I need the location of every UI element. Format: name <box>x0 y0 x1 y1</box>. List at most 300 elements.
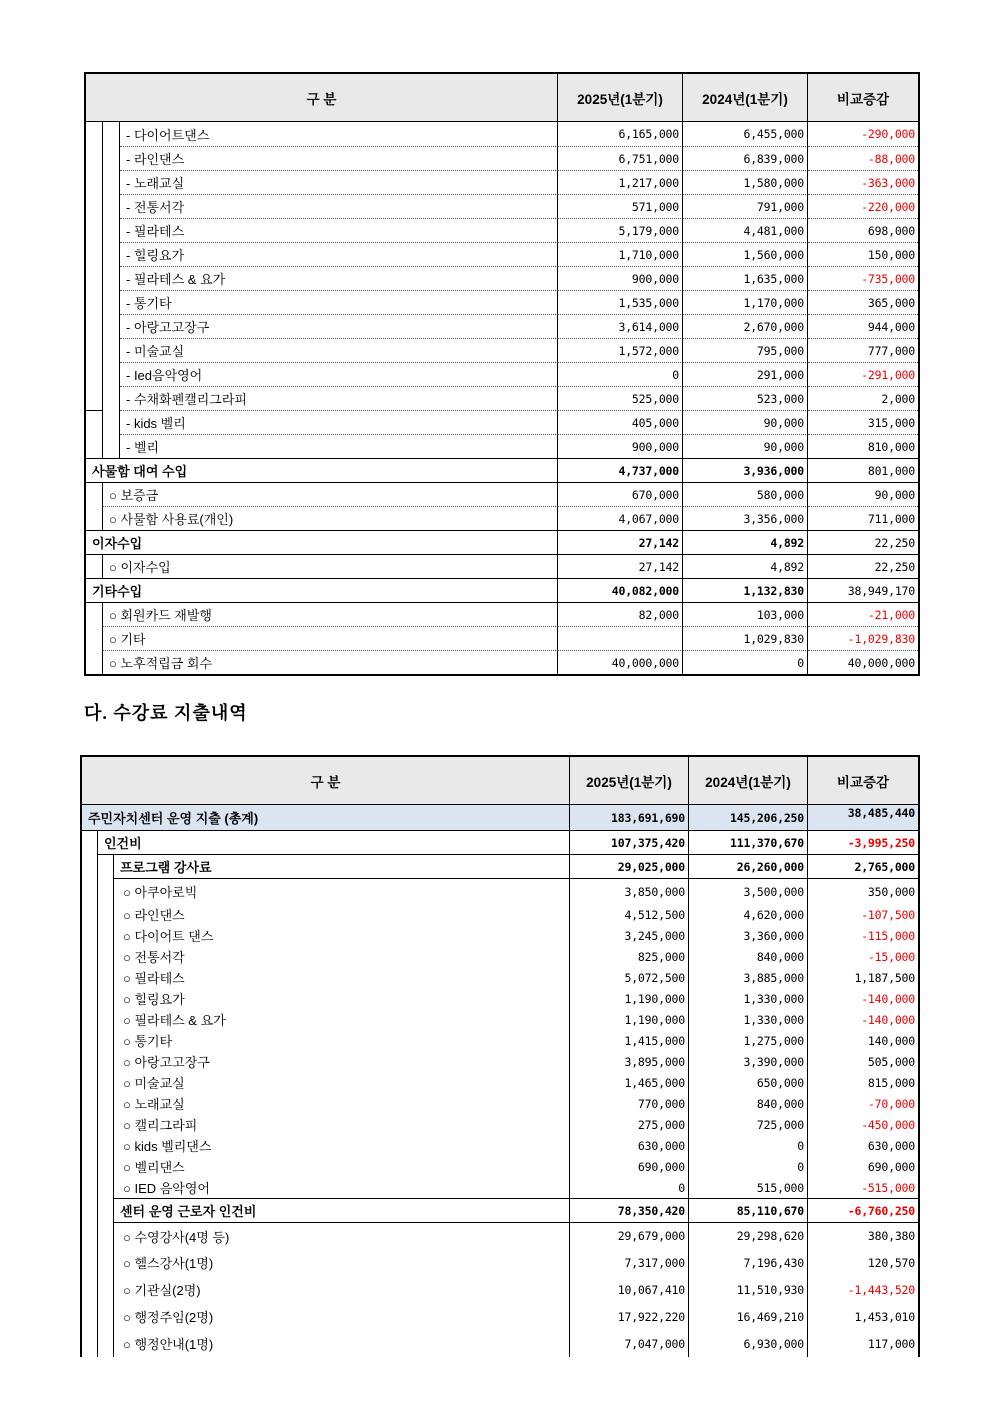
value-diff: -140,000 <box>861 1012 915 1027</box>
value-2024-q1: 6,455,000 <box>683 122 808 146</box>
value-diff: -21,000 <box>808 602 918 626</box>
value-diff: 777,000 <box>808 338 918 362</box>
value-diff: 40,000,000 <box>808 650 918 674</box>
value-2024-q1: 795,000 <box>683 338 808 362</box>
indent-gutter <box>86 242 103 266</box>
indent-gutter <box>82 1249 98 1276</box>
value-2024-q1: 103,000 <box>683 602 808 626</box>
indent-gutter <box>103 362 120 386</box>
table-row <box>86 218 918 242</box>
indent-gutter <box>86 194 103 218</box>
row-label: ○ 이자수입 <box>103 554 558 578</box>
value-diff: -107,500 <box>861 907 915 922</box>
value-diff: 38,485,440 <box>808 805 918 830</box>
indent-gutter <box>86 626 103 650</box>
value-diff: 815,000 <box>867 1075 915 1090</box>
value-2024-q1: 4,892 <box>683 554 808 578</box>
value-2024-q1: 26,260,000 <box>689 854 808 878</box>
row-label: ○ 전통서각 <box>114 946 570 967</box>
row-label: - kids 벨리 <box>120 410 558 434</box>
indent-gutter <box>82 1330 98 1357</box>
value-2024-q1: 7,196,430 <box>689 1249 808 1276</box>
value-diff: 150,000 <box>808 242 918 266</box>
value-2025-q1: 3,850,000 <box>570 878 689 904</box>
value-2025-q1 <box>558 626 683 650</box>
indent-gutter <box>82 946 98 967</box>
column-header-diff: 비교증감 <box>808 757 918 805</box>
indent-gutter <box>98 1072 114 1093</box>
value-diff: 698,000 <box>808 218 918 242</box>
indent-gutter <box>103 434 120 458</box>
value-2024-q1: 111,370,670 <box>689 830 808 854</box>
value-2024-q1: 4,620,000 <box>689 904 808 925</box>
value-2024-q1: 791,000 <box>683 194 808 218</box>
indent-gutter <box>82 878 98 904</box>
indent-gutter <box>86 146 103 170</box>
row-label: ○ 회원카드 재발행 <box>103 602 558 626</box>
indent-gutter <box>86 410 103 434</box>
value-diff: -220,000 <box>808 194 918 218</box>
expenditure-table <box>80 755 920 1357</box>
column-header-2024-q1: 2024년(1분기) <box>689 757 808 805</box>
value-2025-q1: 6,751,000 <box>558 146 683 170</box>
row-label: ○ 기관실(2명) <box>114 1276 570 1303</box>
value-2025-q1: 29,025,000 <box>570 854 689 878</box>
table-row <box>86 410 918 434</box>
indent-gutter <box>82 1177 98 1198</box>
value-diff: 120,570 <box>867 1255 915 1270</box>
value-2025-q1: 4,737,000 <box>558 458 683 482</box>
value-diff: 630,000 <box>867 1138 915 1153</box>
value-2024-q1: 1,029,830 <box>683 626 808 650</box>
value-diff: -290,000 <box>861 127 915 141</box>
row-label: ○ 보증금 <box>103 482 558 506</box>
indent-gutter <box>103 218 120 242</box>
value-2024-q1: 6,930,000 <box>689 1330 808 1357</box>
value-2025-q1: 4,512,500 <box>570 904 689 925</box>
row-label: - 수채화펜캘리그라피 <box>120 386 558 410</box>
row-label: ○ 미술교실 <box>114 1072 570 1093</box>
indent-gutter <box>98 1276 114 1303</box>
row-label: ○ 통기타 <box>114 1030 570 1051</box>
indent-gutter <box>98 904 114 925</box>
table-row <box>82 1030 918 1051</box>
table-row <box>82 1303 918 1330</box>
indent-gutter <box>98 1114 114 1135</box>
value-2024-q1: 3,885,000 <box>689 967 808 988</box>
row-label: ○ 다이어트 댄스 <box>114 925 570 946</box>
table-row <box>86 338 918 362</box>
table-row <box>82 1249 918 1276</box>
value-2024-q1: 29,298,620 <box>689 1222 808 1249</box>
value-2025-q1: 525,000 <box>558 386 683 410</box>
value-diff: 365,000 <box>808 290 918 314</box>
column-header-2025-q1: 2025년(1분기) <box>558 74 683 122</box>
row-label: 프로그램 강사료 <box>114 854 570 878</box>
value-2024-q1: 3,500,000 <box>689 878 808 904</box>
indent-gutter <box>103 242 120 266</box>
table-row <box>86 266 918 290</box>
value-2025-q1: 1,710,000 <box>558 242 683 266</box>
indent-gutter <box>82 1114 98 1135</box>
value-diff: 350,000 <box>808 878 918 904</box>
indent-gutter <box>86 266 103 290</box>
indent-gutter <box>82 1135 98 1156</box>
value-2024-q1: 1,132,830 <box>683 578 808 602</box>
table-row <box>82 1009 918 1030</box>
row-label: - 아랑고고장구 <box>120 314 558 338</box>
indent-gutter <box>82 1156 98 1177</box>
value-diff: 117,000 <box>867 1336 915 1351</box>
value-2025-q1: 0 <box>570 1177 689 1198</box>
table-row <box>86 650 918 674</box>
table-row <box>86 434 918 458</box>
value-2025-q1: 0 <box>558 362 683 386</box>
row-label: ○ 힐링요가 <box>114 988 570 1009</box>
row-label: ○ 필라테스 <box>114 967 570 988</box>
indent-gutter <box>82 1072 98 1093</box>
indent-gutter <box>103 290 120 314</box>
value-2024-q1: 0 <box>689 1135 808 1156</box>
value-2025-q1: 4,067,000 <box>558 506 683 530</box>
value-2024-q1: 3,390,000 <box>689 1051 808 1072</box>
value-diff: -70,000 <box>867 1096 915 1111</box>
row-label: ○ 행정안내(1명) <box>114 1330 570 1357</box>
indent-gutter <box>98 967 114 988</box>
value-diff: 505,000 <box>867 1054 915 1069</box>
indent-gutter <box>82 967 98 988</box>
value-2025-q1: 82,000 <box>558 602 683 626</box>
value-2025-q1: 630,000 <box>570 1135 689 1156</box>
row-label: ○ 기타 <box>103 626 558 650</box>
indent-gutter <box>82 904 98 925</box>
row-label: ○ kids 벨리댄스 <box>114 1135 570 1156</box>
table-row <box>82 967 918 988</box>
value-2024-q1: 1,560,000 <box>683 242 808 266</box>
value-diff: -88,000 <box>808 146 918 170</box>
column-header-2024-q1: 2024년(1분기) <box>683 74 808 122</box>
indent-gutter <box>86 482 103 506</box>
value-diff: -735,000 <box>808 266 918 290</box>
column-header-category: 구 분 <box>86 74 558 122</box>
indent-gutter <box>98 1177 114 1198</box>
indent-gutter <box>82 854 98 878</box>
indent-gutter <box>86 386 103 410</box>
indent-gutter <box>86 170 103 194</box>
value-diff: 810,000 <box>808 434 918 458</box>
value-diff: -6,760,250 <box>808 1198 918 1222</box>
table-row <box>82 946 918 967</box>
row-label: - 벨리 <box>120 434 558 458</box>
indent-gutter <box>103 122 120 146</box>
table-row <box>82 1135 918 1156</box>
indent-gutter <box>98 854 114 878</box>
value-2024-q1: 840,000 <box>689 1093 808 1114</box>
table-row <box>86 386 918 410</box>
value-diff: -291,000 <box>808 362 918 386</box>
indent-gutter <box>103 146 120 170</box>
value-2025-q1: 3,895,000 <box>570 1051 689 1072</box>
value-2024-q1: 0 <box>689 1156 808 1177</box>
indent-gutter <box>98 1249 114 1276</box>
table-row <box>86 530 918 554</box>
table-row <box>86 602 918 626</box>
value-diff: 22,250 <box>808 554 918 578</box>
value-2024-q1: 11,510,930 <box>689 1276 808 1303</box>
indent-gutter <box>103 338 120 362</box>
table-row <box>82 854 918 878</box>
indent-gutter <box>82 988 98 1009</box>
value-diff: -1,443,520 <box>847 1282 915 1297</box>
row-label: - 필라테스 & 요가 <box>120 266 558 290</box>
indent-gutter <box>103 410 120 434</box>
indent-gutter <box>98 988 114 1009</box>
value-2025-q1: 770,000 <box>570 1093 689 1114</box>
table-row <box>86 290 918 314</box>
indent-gutter <box>86 506 103 530</box>
indent-gutter <box>82 1093 98 1114</box>
value-2024-q1: 840,000 <box>689 946 808 967</box>
indent-gutter <box>103 386 120 410</box>
row-label: ○ 헬스강사(1명) <box>114 1249 570 1276</box>
value-2025-q1: 1,535,000 <box>558 290 683 314</box>
value-2025-q1: 40,000,000 <box>558 650 683 674</box>
row-label: - 필라테스 <box>120 218 558 242</box>
indent-gutter <box>98 1135 114 1156</box>
table-row <box>82 1177 918 1198</box>
row-label: ○ 캘리그라피 <box>114 1114 570 1135</box>
indent-gutter <box>86 218 103 242</box>
row-label: ○ 사물함 사용료(개인) <box>103 506 558 530</box>
indent-gutter <box>86 290 103 314</box>
table-row <box>82 1330 918 1357</box>
value-2024-q1: 1,330,000 <box>689 988 808 1009</box>
value-2024-q1: 1,580,000 <box>683 170 808 194</box>
indent-gutter <box>86 122 103 146</box>
value-2025-q1: 900,000 <box>558 266 683 290</box>
value-diff: -15,000 <box>867 949 915 964</box>
row-label: - 미술교실 <box>120 338 558 362</box>
value-diff: -140,000 <box>861 991 915 1006</box>
value-diff: 1,453,010 <box>854 1309 915 1324</box>
table-row <box>82 988 918 1009</box>
value-diff: -450,000 <box>861 1117 915 1132</box>
table-row <box>82 925 918 946</box>
value-2025-q1: 900,000 <box>558 434 683 458</box>
value-diff: 380,380 <box>808 1222 918 1249</box>
row-label: ○ 아쿠아로빅 <box>114 878 570 904</box>
table-row <box>86 554 918 578</box>
row-label: 인건비 <box>98 830 570 854</box>
row-label: 이자수입 <box>86 530 558 554</box>
row-label: 사물함 대여 수입 <box>86 458 558 482</box>
indent-gutter <box>86 554 103 578</box>
table-row <box>82 1051 918 1072</box>
row-label: - 통기타 <box>120 290 558 314</box>
indent-gutter <box>86 650 103 674</box>
indent-gutter <box>98 1330 114 1357</box>
value-2024-q1: 523,000 <box>683 386 808 410</box>
indent-gutter <box>82 830 98 854</box>
table-row <box>86 362 918 386</box>
value-2024-q1: 16,469,210 <box>689 1303 808 1330</box>
value-2025-q1: 1,190,000 <box>570 1009 689 1030</box>
row-label: - 라인댄스 <box>120 146 558 170</box>
indent-gutter <box>86 314 103 338</box>
table-row <box>82 1156 918 1177</box>
row-label: ○ 노후적립금 회수 <box>103 650 558 674</box>
value-2025-q1: 29,679,000 <box>570 1222 689 1249</box>
indent-gutter <box>82 1051 98 1072</box>
row-label: - 전통서각 <box>120 194 558 218</box>
table-row <box>82 1093 918 1114</box>
value-2024-q1: 580,000 <box>683 482 808 506</box>
value-diff: -363,000 <box>808 170 918 194</box>
indent-gutter <box>103 314 120 338</box>
value-2025-q1: 17,922,220 <box>570 1303 689 1330</box>
row-label: ○ 수영강사(4명 등) <box>114 1222 570 1249</box>
value-2025-q1: 670,000 <box>558 482 683 506</box>
table-row <box>82 805 918 830</box>
value-diff: -3,995,250 <box>808 830 918 854</box>
row-label: ○ 필라테스 & 요가 <box>114 1009 570 1030</box>
row-label: ○ 라인댄스 <box>114 904 570 925</box>
value-2024-q1: 3,356,000 <box>683 506 808 530</box>
value-diff: -115,000 <box>861 928 915 943</box>
indent-gutter <box>82 1222 98 1249</box>
value-2024-q1: 291,000 <box>683 362 808 386</box>
indent-gutter <box>103 266 120 290</box>
value-2025-q1: 3,614,000 <box>558 314 683 338</box>
indent-gutter <box>98 1009 114 1030</box>
value-2025-q1: 107,375,420 <box>570 830 689 854</box>
column-header-category: 구 분 <box>82 757 570 805</box>
indent-gutter <box>103 194 120 218</box>
table-row <box>86 314 918 338</box>
value-2024-q1: 6,839,000 <box>683 146 808 170</box>
table-row <box>86 482 918 506</box>
value-2024-q1: 1,275,000 <box>689 1030 808 1051</box>
value-2024-q1: 3,936,000 <box>683 458 808 482</box>
value-diff: 801,000 <box>808 458 918 482</box>
row-label: ○ 행정주임(2명) <box>114 1303 570 1330</box>
value-2025-q1: 571,000 <box>558 194 683 218</box>
value-2024-q1: 90,000 <box>683 410 808 434</box>
indent-gutter <box>103 170 120 194</box>
indent-gutter <box>98 1030 114 1051</box>
indent-gutter <box>82 1009 98 1030</box>
indent-gutter <box>98 1303 114 1330</box>
value-2025-q1: 275,000 <box>570 1114 689 1135</box>
value-2025-q1: 27,142 <box>558 554 683 578</box>
value-2024-q1: 1,330,000 <box>689 1009 808 1030</box>
row-label: - 힐링요가 <box>120 242 558 266</box>
table-row <box>86 506 918 530</box>
value-2024-q1: 2,670,000 <box>683 314 808 338</box>
value-2025-q1: 3,245,000 <box>570 925 689 946</box>
value-2025-q1: 1,465,000 <box>570 1072 689 1093</box>
table-row <box>82 1276 918 1303</box>
indent-gutter <box>82 1303 98 1330</box>
indent-gutter <box>98 878 114 904</box>
table-row <box>82 1222 918 1249</box>
table-header-row <box>86 74 918 122</box>
row-label: ○ IED 음악영어 <box>114 1177 570 1198</box>
value-2025-q1: 5,072,500 <box>570 967 689 988</box>
table-row <box>86 170 918 194</box>
value-diff: 711,000 <box>808 506 918 530</box>
indent-gutter <box>98 1198 114 1222</box>
row-label: ○ 벨리댄스 <box>114 1156 570 1177</box>
value-diff: 2,765,000 <box>808 854 918 878</box>
value-2025-q1: 1,190,000 <box>570 988 689 1009</box>
revenue-table <box>84 72 920 676</box>
value-2025-q1: 1,217,000 <box>558 170 683 194</box>
indent-gutter <box>82 1276 98 1303</box>
row-label: - Ied음악영어 <box>120 362 558 386</box>
value-2025-q1: 690,000 <box>570 1156 689 1177</box>
value-2024-q1: 90,000 <box>683 434 808 458</box>
table-row <box>82 830 918 854</box>
value-diff: 2,000 <box>808 386 918 410</box>
indent-gutter <box>98 1093 114 1114</box>
value-2024-q1: 1,170,000 <box>683 290 808 314</box>
value-2025-q1: 183,691,690 <box>570 805 689 830</box>
value-diff: 90,000 <box>808 482 918 506</box>
value-2025-q1: 5,179,000 <box>558 218 683 242</box>
value-2024-q1: 4,481,000 <box>683 218 808 242</box>
column-header-2025-q1: 2025년(1분기) <box>570 757 689 805</box>
value-2024-q1: 145,206,250 <box>689 805 808 830</box>
value-2025-q1: 6,165,000 <box>558 122 683 146</box>
value-2025-q1: 7,317,000 <box>570 1249 689 1276</box>
value-2024-q1: 3,360,000 <box>689 925 808 946</box>
indent-gutter <box>98 1156 114 1177</box>
value-diff: 38,949,170 <box>808 578 918 602</box>
table-row <box>86 146 918 170</box>
table-row <box>86 458 918 482</box>
table-row <box>86 626 918 650</box>
value-2025-q1: 40,082,000 <box>558 578 683 602</box>
indent-gutter <box>98 925 114 946</box>
indent-gutter <box>82 1030 98 1051</box>
table-row <box>86 578 918 602</box>
row-label: - 노래교실 <box>120 170 558 194</box>
row-label: ○ 노래교실 <box>114 1093 570 1114</box>
value-2025-q1: 10,067,410 <box>570 1276 689 1303</box>
row-label: - 다이어트댄스 <box>120 122 558 146</box>
row-label: ○ 아랑고고장구 <box>114 1051 570 1072</box>
indent-gutter <box>82 925 98 946</box>
value-diff: 22,250 <box>808 530 918 554</box>
value-2024-q1: 4,892 <box>683 530 808 554</box>
indent-gutter <box>86 602 103 626</box>
table-row <box>86 194 918 218</box>
indent-gutter <box>98 946 114 967</box>
section-heading: 다. 수강료 지출내역 <box>84 703 248 723</box>
table-header-row <box>82 757 918 805</box>
value-2025-q1: 825,000 <box>570 946 689 967</box>
table-row <box>82 1198 918 1222</box>
row-label: 주민자치센터 운영 지출 (총계) <box>82 805 570 830</box>
value-2024-q1: 85,110,670 <box>689 1198 808 1222</box>
row-label: 기타수입 <box>86 578 558 602</box>
value-2024-q1: 650,000 <box>689 1072 808 1093</box>
value-2025-q1: 405,000 <box>558 410 683 434</box>
value-2025-q1: 1,415,000 <box>570 1030 689 1051</box>
indent-gutter <box>82 1198 98 1222</box>
value-diff: -1,029,830 <box>808 626 918 650</box>
